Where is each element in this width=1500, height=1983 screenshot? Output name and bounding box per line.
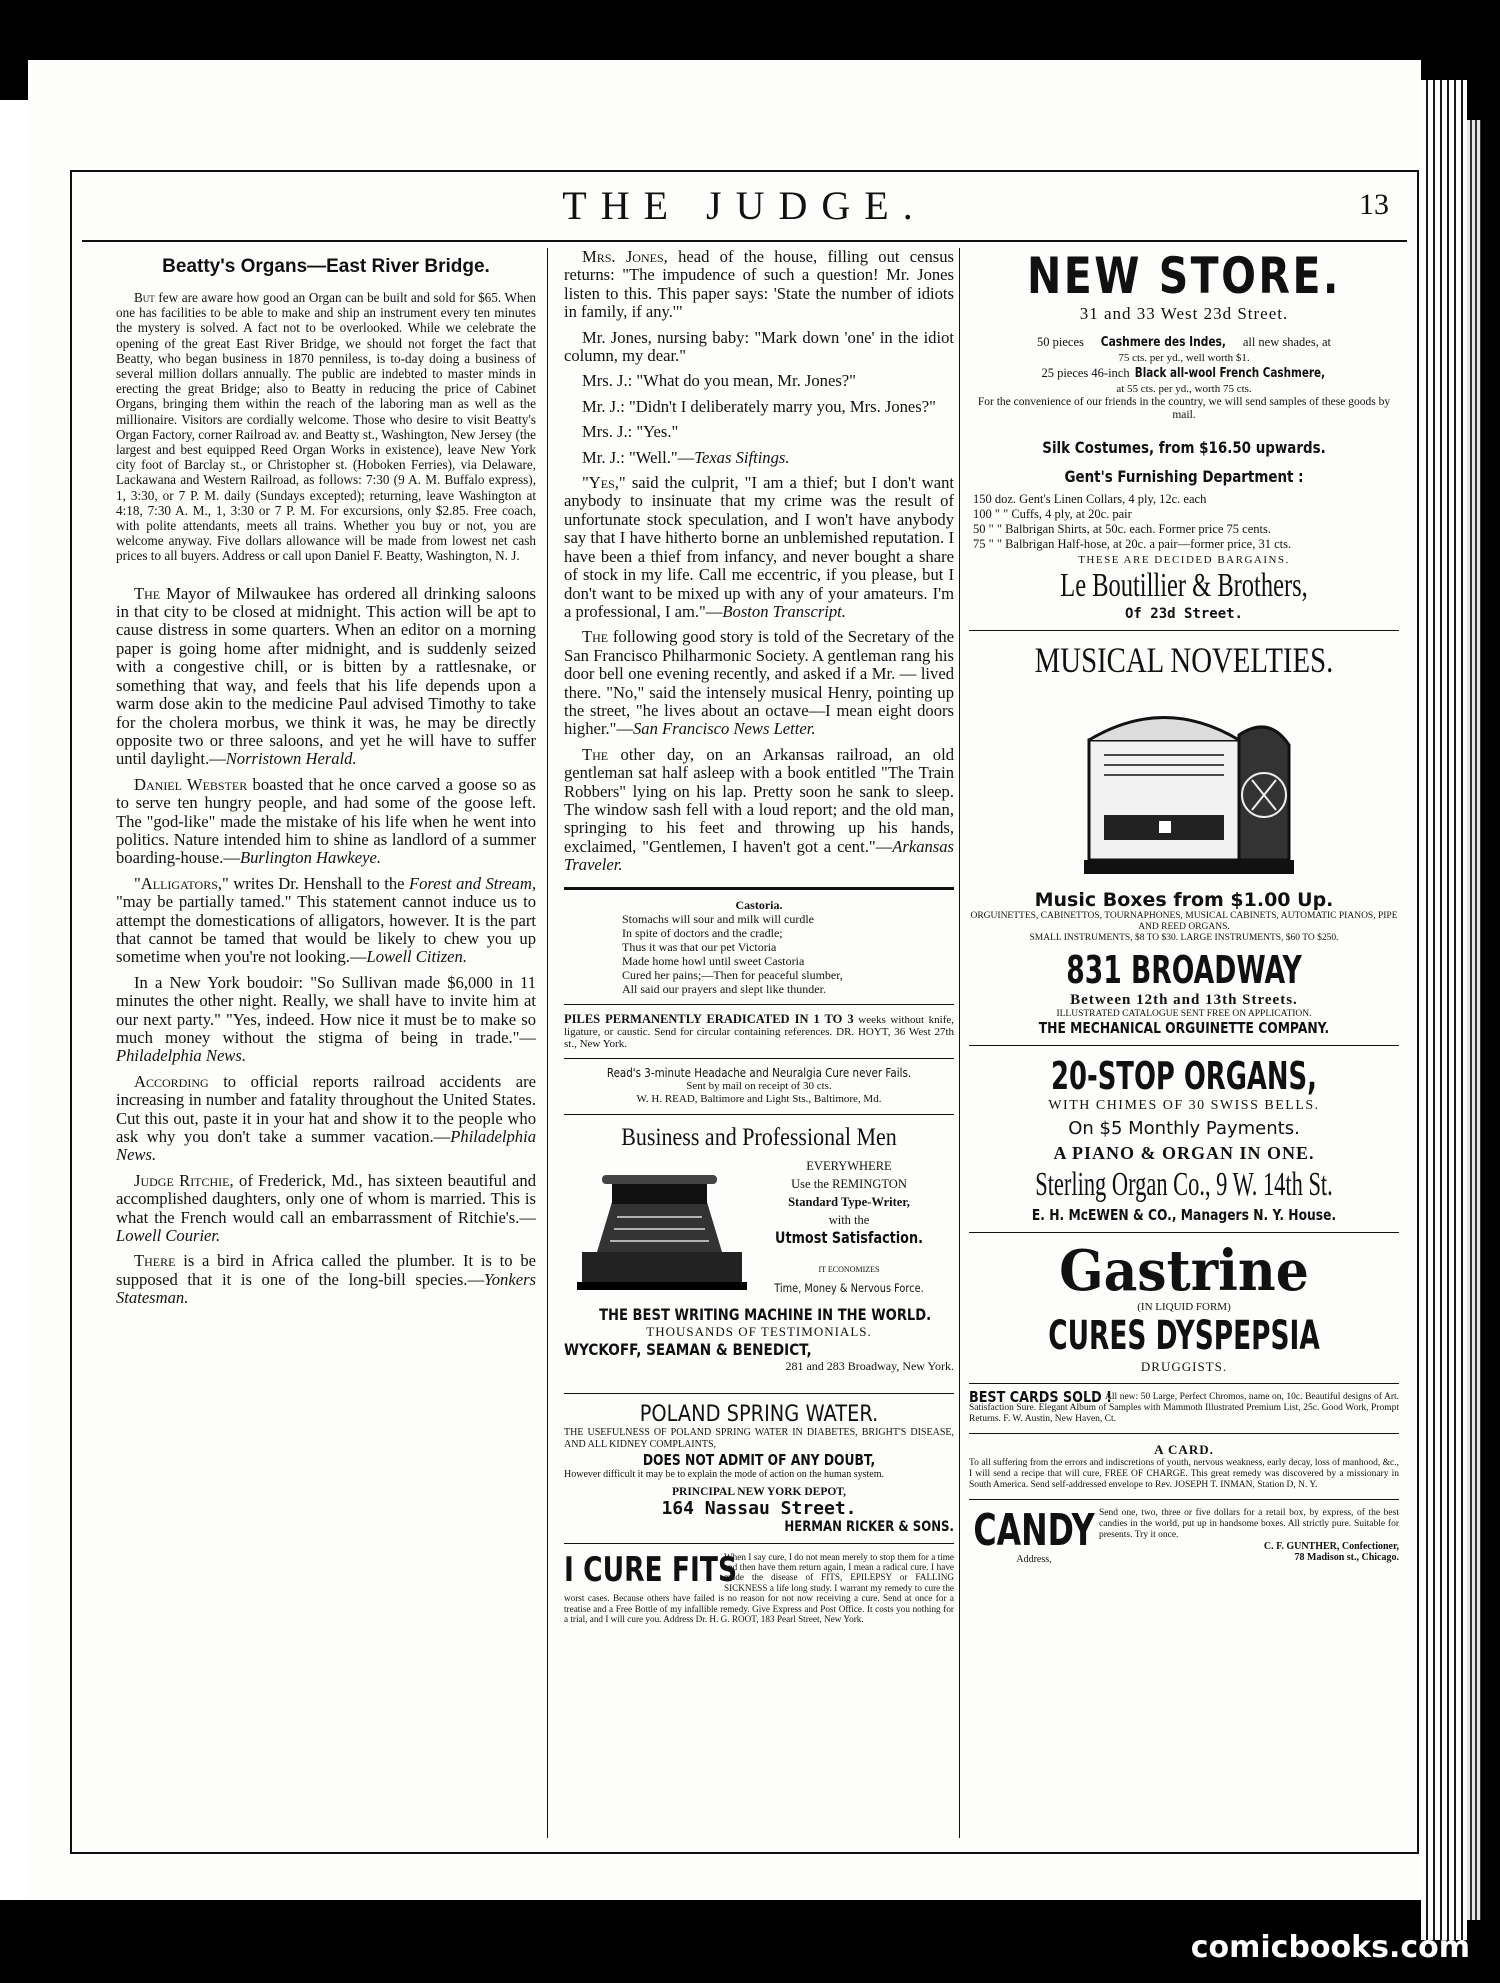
article-philharmonic bbox=[564, 628, 954, 738]
ad-text: THE MECHANICAL ORGUINETTE COMPANY. bbox=[1038, 1019, 1330, 1037]
ad-text: (IN LIQUID FORM) bbox=[1137, 1301, 1231, 1313]
ad-text: All said our prayers and slept like thunder. bbox=[622, 981, 826, 996]
ad-organs bbox=[969, 1054, 1399, 1224]
article-title-beatty: Beatty's Organs—East River Bridge. bbox=[162, 256, 490, 277]
divider bbox=[969, 630, 1399, 631]
ad-text: 75 cts. per yd., well worth $1. bbox=[1118, 352, 1250, 364]
ad-headline: BEST CARDS SOLD ! bbox=[969, 1388, 1112, 1406]
ad-text: ILLUSTRATED CATALOGUE SENT FREE ON APPLICATION. bbox=[1056, 1009, 1312, 1019]
source-credit: Yonkers Statesman. bbox=[116, 1269, 536, 1308]
divider bbox=[969, 1232, 1399, 1233]
article-body: Mrs. J.: "Yes." bbox=[582, 422, 679, 442]
ad-text: Sent by mail on receipt of 30 cts. bbox=[686, 1079, 832, 1092]
masthead-rule bbox=[82, 240, 1407, 242]
article-body: boasted that he once carved a goose so as to serve ten hungry people, and had some of the goose left. The "god-like" made the mistake of his life when he went into politics. Nature intended him to shine as landlord of a summer boarding-house.— bbox=[116, 774, 536, 868]
divider bbox=[564, 1393, 954, 1394]
article-alligators bbox=[116, 875, 536, 967]
ad-text: On $5 Monthly Payments. bbox=[1068, 1118, 1300, 1139]
ad-text: THE USEFULNESS OF POLAND SPRING WATER IN DIABETES, BRIGHT'S DISEASE, AND ALL KIDNEY COMPLAINTS, bbox=[564, 1426, 954, 1450]
ad-text: 281 and 283 Broadway, New York. bbox=[785, 1358, 954, 1373]
ad-text: DOES NOT ADMIT OF ANY DOUBT, bbox=[642, 1450, 876, 1469]
ad-text: W. H. READ, Baltimore and Light Sts., Baltimore, Md. bbox=[636, 1092, 882, 1105]
ad-text: DRUGGISTS. bbox=[1140, 1359, 1228, 1374]
source-credit: Texas Siftings. bbox=[694, 447, 790, 467]
article-body: Mr. J.: "Didn't I deliberately marry you, Mrs. Jones?" bbox=[582, 396, 936, 416]
ad-text: C. F. GUNTHER, Confectioner, bbox=[1263, 1541, 1399, 1552]
ad-list-item: 150 doz. Gent's Linen Collars, 4 ply, 12c. each bbox=[973, 492, 1207, 506]
ad-text: Music Boxes from $1.00 Up. bbox=[1034, 889, 1334, 911]
divider bbox=[564, 1114, 954, 1115]
ad-text: Thus it was that our pet Victoria bbox=[622, 939, 777, 954]
column-1 bbox=[116, 248, 536, 1315]
source-credit: Boston Transcript. bbox=[722, 601, 846, 621]
article-body: Mr. Jones, nursing baby: "Mark down 'one' in the idiot column, my dear." bbox=[564, 327, 954, 366]
ad-headline: I CURE FITS bbox=[564, 1549, 738, 1590]
source-credit: San Francisco News Letter. bbox=[633, 719, 816, 739]
ad-text: Cashmere des Indes, bbox=[1100, 335, 1226, 350]
book-edge-inner bbox=[1467, 120, 1481, 1920]
ad-headline: MUSICAL NOVELTIES. bbox=[1034, 640, 1334, 680]
ad-text: Address, bbox=[1016, 1554, 1052, 1565]
ad-text: at 55 cts. per yd., worth 75 cts. bbox=[1116, 383, 1252, 395]
lead-word: The bbox=[582, 744, 609, 764]
source-credit: Burlington Hawkeye. bbox=[239, 848, 381, 868]
ad-text: PRINCIPAL NEW YORK DEPOT, bbox=[671, 1485, 846, 1498]
ad-headline: Castoria. bbox=[735, 897, 783, 912]
divider bbox=[969, 1499, 1399, 1500]
ad-text: WITH CHIMES OF 30 SWISS BELLS. bbox=[1048, 1098, 1320, 1113]
article-body: other day, on an Arkansas railroad, an old gentleman sat half asleep with a book entitled "The Train Robbers" lying on his lap. Pretty soon he sank to sleep. The window sash fell with a loud report; and the old man, springing to his feet and throwing up his hands, exclaimed, "Gentlemen, I haven't got a cent."— bbox=[564, 744, 954, 856]
column-rule-1 bbox=[547, 248, 548, 1838]
ad-new-store bbox=[969, 248, 1399, 622]
watermark: comicbooks.com bbox=[1190, 1930, 1470, 1965]
ad-text: IT ECONOMIZES bbox=[818, 1264, 880, 1274]
ad-headline: A CARD. bbox=[1154, 1442, 1214, 1457]
ad-text: E. H. McEWEN & CO., Managers N. Y. House. bbox=[1031, 1206, 1337, 1224]
article-mayor bbox=[116, 585, 536, 769]
ad-headline: CANDY bbox=[973, 1505, 1095, 1556]
article-beatty bbox=[116, 290, 536, 564]
ad-cure-fits bbox=[564, 1549, 954, 1625]
left-page-edge bbox=[0, 100, 28, 1900]
masthead-title: THE JUDGE. bbox=[562, 183, 927, 228]
music-box-illustration bbox=[1064, 685, 1304, 885]
lead-word: But bbox=[134, 290, 155, 305]
article-body: said the culprit, "I am a thief; but I don't want anybody to insinuate that my crime was the result of unfortunate stock speculation, and I won't have anybody say that I have hitherto borne an unblemished reputation. I have been a thief from infancy, and never bought a share of stock in my life. Call me eccentric, if you please, but I don't want to be mixed up with any of your amateurs. I'm a professional, I am."— bbox=[564, 473, 954, 621]
ad-text: Silk Costumes, from $16.50 upwards. bbox=[1042, 438, 1326, 457]
ad-text: Standard Type-Writer, bbox=[788, 1194, 910, 1209]
article-thief bbox=[564, 474, 954, 621]
ad-text: All new: 50 Large, Perfect Chromos, name on, 10c. Beautiful designs of Art. Satisfaction Sure. Elegant Album of Samples with Mammoth Illustrated Premium List, 25c. Good Work, Prompt Returns. F. W. Austin, New Haven, Ct. bbox=[969, 1392, 1399, 1424]
page-number: 13 bbox=[1359, 188, 1389, 221]
ad-text: To all suffering from the errors and indiscretions of youth, nervous weakness, early decay, loss of manhood, &c., I will send a recipe that will cure, FREE OF CHARGE. This great remedy was discovered by a missionary in South America. Send self-addressed envelope to Rev. JOSEPH T. INMAN, Station D, N. Y. bbox=[969, 1458, 1399, 1490]
ad-headline: Gastrine bbox=[1059, 1238, 1309, 1304]
ad-headline: Read's 3-minute Headache and Neuralgia Cure never Fails. bbox=[606, 1065, 912, 1080]
source-credit: Arkansas Traveler. bbox=[564, 836, 954, 875]
article-bird bbox=[116, 1252, 536, 1307]
page-frame bbox=[70, 170, 1419, 1854]
ad-text: 78 Madison st., Chicago. bbox=[1294, 1552, 1399, 1563]
ad-text: EVERYWHERE bbox=[806, 1158, 892, 1173]
ad-text: 25 pieces 46-inch bbox=[1041, 366, 1130, 380]
ad-text: However difficult it may be to explain the mode of action on the human system. bbox=[564, 1468, 885, 1480]
ad-text: ORGUINETTES, CABINETTOS, TOURNAPHONES, MUSICAL CABINETS, AUTOMATIC PIANOS, PIPE AND REED ORGANS. bbox=[970, 911, 1398, 932]
ad-gastrine bbox=[969, 1238, 1399, 1375]
ad-text: 164 Nassau Street. bbox=[661, 1497, 857, 1519]
ad-text: Made home howl until sweet Castoria bbox=[622, 953, 805, 968]
column-2 bbox=[564, 248, 954, 1624]
ad-text: THE BEST WRITING MACHINE IN THE WORLD. bbox=[599, 1304, 932, 1324]
ad-poland-spring bbox=[564, 1402, 954, 1535]
article-railroad bbox=[116, 1073, 536, 1165]
divider bbox=[969, 1383, 1399, 1384]
ad-text: with the bbox=[828, 1212, 870, 1227]
typewriter-illustration bbox=[572, 1157, 747, 1292]
article-census bbox=[564, 248, 954, 322]
article-body: Mrs. J.: "What do you mean, Mr. Jones?" bbox=[582, 371, 856, 391]
ad-text: In spite of doctors and the cradle; bbox=[622, 925, 783, 940]
ad-text: Gent's Furnishing Department : bbox=[1064, 467, 1304, 486]
article-sullivan bbox=[116, 974, 536, 1066]
ad-headline: Business and Professional Men bbox=[621, 1123, 897, 1151]
article-body: "may be partially tamed." This statement cannot induce us to attempt the domestications of alligators, however. It is the part that cannot be tamed that would be likely to chew you up sometime when you're not looking.— bbox=[116, 892, 536, 967]
ad-text: Cured her pains;—Then for peaceful slumber, bbox=[622, 967, 843, 982]
divider bbox=[969, 1045, 1399, 1046]
ad-reads bbox=[564, 1067, 954, 1106]
ad-text: SMALL INSTRUMENTS, $8 TO $30. LARGE INSTRUMENTS, $60 TO $250. bbox=[1029, 933, 1339, 943]
ad-text: Stomachs will sour and milk will curdle bbox=[622, 911, 814, 926]
divider bbox=[564, 1058, 954, 1059]
ad-text: 31 and 33 West 23d Street. bbox=[1079, 304, 1289, 323]
source-credit: Lowell Courier. bbox=[116, 1226, 221, 1246]
lead-word: "Alligators," bbox=[134, 873, 229, 893]
ad-remington bbox=[564, 1123, 954, 1385]
ad-piles bbox=[564, 1013, 954, 1050]
ad-headline: NEW STORE. bbox=[1027, 248, 1341, 305]
ad-musical-novelties bbox=[969, 639, 1399, 1037]
article-body: head of the house, filling out census returns: "The impudence of such a question! Mr. Jones listen to this. This paper says: 'State the number of idiots in family, if any.'" bbox=[564, 248, 954, 322]
lead-word: Daniel Webster bbox=[134, 774, 248, 794]
article-body: writes Dr. Henshall to the bbox=[233, 873, 405, 893]
lead-word: The bbox=[134, 583, 161, 603]
ad-list-item: 50 " " Balbrigan Shirts, at 50c. each. Former price 75 cents. bbox=[973, 522, 1271, 536]
ad-text: Le Boutillier & Brothers, bbox=[1060, 567, 1308, 604]
ad-text: 831 BROADWAY bbox=[1066, 948, 1302, 992]
lead-word: Judge Ritchie, bbox=[134, 1170, 234, 1190]
ad-text: HERMAN RICKER & SONS. bbox=[784, 1518, 954, 1535]
source-credit: Philadelphia News. bbox=[116, 1127, 536, 1165]
ad-text: THOUSANDS OF TESTIMONIALS. bbox=[646, 1323, 872, 1339]
article-body: In a New York boudoir: "So Sullivan made $6,000 in 11 minutes the other night. Really, we shall have to invite him at our next party." "Yes, indeed. How nice it must be to make so much money without the stigma of being in trade."— bbox=[116, 972, 536, 1047]
ad-text: 50 pieces bbox=[1037, 335, 1084, 349]
article-body: to official reports railroad accidents are increasing in number and fatality throughout the United States. Cut this out, paste it in your hat and show it to the people who ask why you don't take a summer vacation.— bbox=[116, 1071, 536, 1147]
ad-headline: PILES PERMANENTLY ERADICATED IN 1 TO 3 bbox=[564, 1011, 854, 1026]
lead-word: "Yes," bbox=[582, 473, 626, 493]
article-body: Mr. J.: "Well."— bbox=[582, 447, 695, 467]
article-arkansas bbox=[564, 746, 954, 875]
ad-list-item: 100 " " Cuffs, 4 ply, at 20c. pair bbox=[973, 507, 1132, 521]
column-rule-2 bbox=[959, 248, 960, 1838]
article-body: of Frederick, Md., has sixteen beautiful and accomplished daughters, only one of whom is married. This is what the French would call an embarrassment of Ritchie's.— bbox=[116, 1170, 536, 1227]
ad-text: Utmost Satisfaction. bbox=[775, 1227, 923, 1247]
ad-text: weeks without knife, ligature, or caustic. Send for circular containing references. DR. HOYT, 36 West 27th st., New York. bbox=[564, 1013, 954, 1050]
ad-text: Between 12th and 13th Streets. bbox=[1070, 992, 1298, 1008]
source-credit: Lowell Citizen. bbox=[366, 947, 467, 967]
column-3 bbox=[969, 248, 1399, 1565]
ad-headline: POLAND SPRING WATER. bbox=[639, 1401, 879, 1427]
source-credit: Philadelphia News. bbox=[116, 1046, 246, 1066]
magazine-title: Forest and Stream, bbox=[408, 873, 536, 893]
article-body: is a bird in Africa called the plumber. It is to be supposed that it is one of the long-bill species.— bbox=[116, 1251, 536, 1289]
ad-text: CURES DYSPEPSIA bbox=[1048, 1313, 1320, 1359]
ad-best-cards bbox=[969, 1388, 1399, 1425]
lead-word: There bbox=[134, 1251, 176, 1271]
ad-text: Of 23d Street. bbox=[1124, 606, 1243, 622]
ad-text: When I say cure, I do not mean merely to stop them for a time and then have them return again, I mean a radical cure. I have made the disease of FITS, EPILEPSY or FALLING SICKNESS a life long study. I warrant my remedy to cure the worst cases. Because others have failed is no reason for not now receiving a cure. Send at once for a treatise and a Free Bottle of my infallible remedy. Give Express and Post Office. It costs you nothing for a trial, and I will cure you. Address Dr. H. G. ROOT, 183 Pearl Street, New York. bbox=[564, 1551, 954, 1625]
lead-word: Mrs. Jones, bbox=[582, 248, 668, 266]
divider bbox=[969, 1433, 1399, 1434]
divider bbox=[564, 1543, 954, 1544]
lead-word: The bbox=[582, 627, 609, 647]
article-body: following good story is told of the Secretary of the San Francisco Philharmonic Society. A gentleman rang his door bell one evening recently, and asked if a Mr. — lived there. "No," said the intensely musical Henry, pointing up the street, "he lives about an octave—I mean eight doors higher."— bbox=[564, 627, 954, 739]
ad-text: THESE ARE DECIDED BARGAINS. bbox=[1078, 554, 1290, 566]
ad-text: Black all-wool French Cashmere, bbox=[1134, 366, 1325, 381]
source-credit: Norristown Herald. bbox=[225, 749, 357, 769]
ad-text: Sterling Organ Co., 9 W. 14th St. bbox=[1035, 1166, 1333, 1203]
article-webster bbox=[116, 776, 536, 868]
book-edge bbox=[1421, 80, 1467, 1940]
article-body bbox=[564, 449, 954, 467]
article-body: Mayor of Milwaukee has ordered all drinking saloons in that city to be closed at midnight. This action will be apt to cause distress in some quarters. When an editor on a morning paper is going home after midnight, and is suddenly seized with a congestive chill, or is bitten by a rattlesnake, or something that way, and feels that his life depends upon a warm dose akin to the medicine Paul advised Timothy to take for the cholera morbus, we think it was, he may be directly opposite two or three saloons, and yet he will have to suffer until daylight.— bbox=[116, 583, 536, 769]
divider bbox=[564, 1004, 954, 1005]
ad-castoria bbox=[564, 898, 954, 996]
ad-text: WYCKOFF, SEAMAN & BENEDICT, bbox=[564, 1339, 812, 1359]
lead-word: According bbox=[134, 1071, 209, 1091]
ad-text: Send one, two, three or five dollars for a retail box, by express, of the best candies in the world, put up in handsome boxes. All strictly pure. Suitable for presents. Try it once. bbox=[1099, 1508, 1399, 1540]
ad-text: all new shades, at bbox=[1242, 335, 1331, 349]
ad-text: Time, Money & Nervous Force. bbox=[774, 1280, 924, 1295]
article-ritchie bbox=[116, 1172, 536, 1246]
ad-headline: 20-STOP ORGANS, bbox=[1051, 1054, 1317, 1098]
ad-text: Use the REMINGTON bbox=[791, 1176, 907, 1191]
ad-list-item: 75 " " Balbrigan Half-hose, at 20c. a pair—former price, 31 cts. bbox=[973, 537, 1292, 551]
divider bbox=[564, 887, 954, 890]
ad-text: For the convenience of our friends in the country, we will send samples of these goods by mail. bbox=[977, 396, 1391, 421]
ad-text: A PIANO & ORGAN IN ONE. bbox=[1053, 1143, 1315, 1163]
article-body: few are aware how good an Organ can be built and sold for $65. When one has facilities to be able to make and ship an instrument every ten minutes the mystery is solved. A fact not to be overlooked. While we celebrate the opening of the great East River Bridge, we should not forget the fact that Beatty, who began business in 1870 penniless, is to-day doing a business of several million dollars annually. The public are indebted to master minds in erecting the great Bridge; also to Beatty in reducing the price of Cabinet Organs, bringing them within the reach of the laboring man as well as the millionaire. Visitors are cordially welcome. Those who desire to visit Beatty's Organ Factory, corner Railroad av. and Beatty st., Washington, New Jersey (the largest and best equipped Reed Organ Works in existence), leave New York city foot of Barclay st., or Christopher st. (Hoboken Ferries), via Delaware, Lackawana and Western Railroad, as follows: 7:30 (9 A. M. Buffalo express), 1, 3:30, or 7 P. M. daily (Sundays excepted); returning, leave Washington at 4:18, 7:30 A. M., 1, 3:30 or 7 P. M. For excursions, only $2.85. Free coach, with polite attendants, meets all trains. Whether you buy or not, you are welcome anyway. Five dollars allowance will be made from lowest net cash prices to all buyers. Address or call upon Daniel F. Beatty, Washington, N. J. bbox=[116, 290, 536, 564]
ad-a-card bbox=[969, 1442, 1399, 1491]
ad-candy bbox=[969, 1505, 1399, 1565]
